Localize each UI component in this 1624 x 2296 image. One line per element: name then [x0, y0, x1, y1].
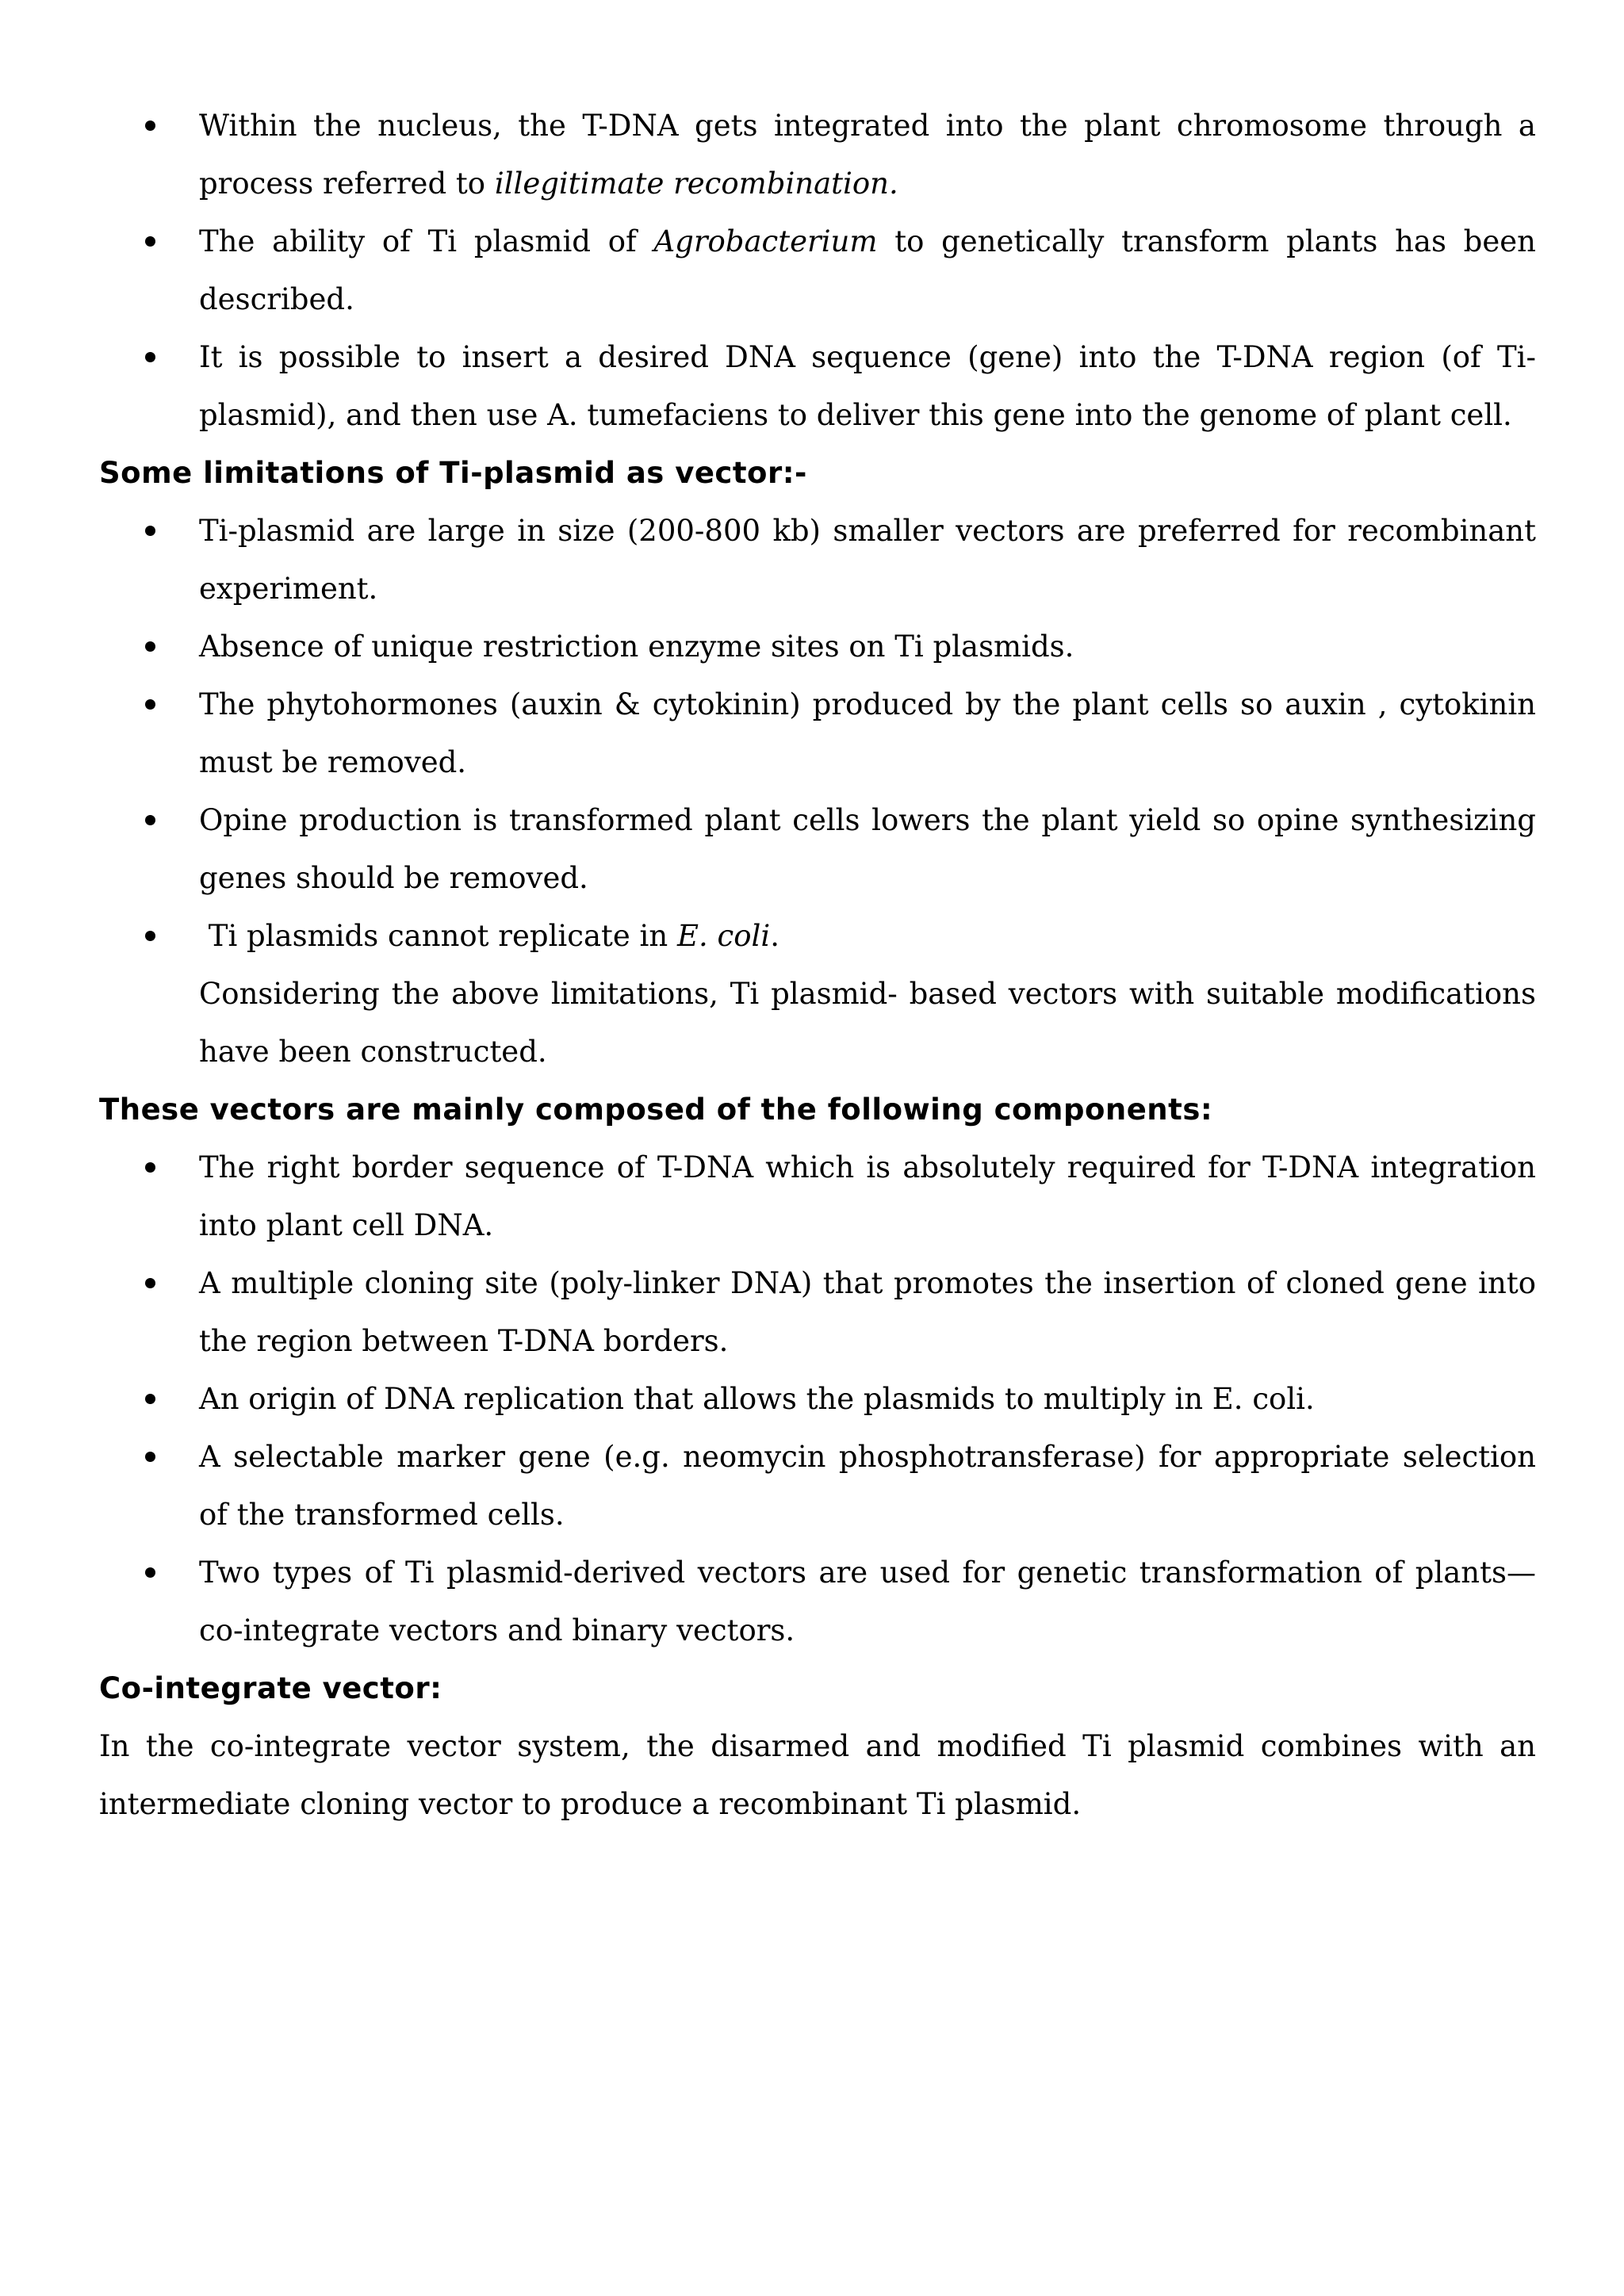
- list-item-text: A multiple cloning site (poly-linker DNA) that promotes the insertion of cloned gene into the region between T-DNA borders.: [199, 1266, 1536, 1358]
- bullet-icon: [145, 1452, 155, 1462]
- list-item: [199, 328, 1536, 444]
- list-item: [199, 1544, 1536, 1659]
- list-item-text: The phytohormones (auxin & cytokinin) produced by the plant cells so auxin , cytokinin must be removed.: [199, 687, 1536, 779]
- list-item: [199, 212, 1536, 328]
- document-page: [99, 97, 1536, 1833]
- limitations-note: Considering the above limitations, Ti plasmid- based vectors with suitable modifications have been constructed.: [199, 977, 1536, 1069]
- list-item: [199, 675, 1536, 791]
- list-item: [199, 502, 1536, 618]
- list-item: [199, 1138, 1536, 1254]
- list-item: [199, 618, 1536, 675]
- list-item: [199, 97, 1536, 212]
- list-item-text: Opine production is transformed plant cells lowers the plant yield so opine synthesizing genes should be removed.: [199, 803, 1536, 895]
- bullet-icon: [145, 699, 155, 710]
- list-item-text: Ti-plasmid are large in size (200-800 kb) smaller vectors are preferred for recombinant experiment.: [199, 514, 1536, 606]
- intro-bullet-list: [99, 97, 1536, 444]
- bullet-icon: [145, 526, 155, 536]
- list-item-text: The ability of Ti plasmid of Agrobacterium to genetically transform plants has been described.: [199, 224, 1536, 316]
- list-item: [199, 1370, 1536, 1428]
- list-item-text: Within the nucleus, the T-DNA gets integrated into the plant chromosome through a process referred to illegitimate recombination.: [199, 109, 1536, 201]
- list-item-text: Ti plasmids cannot replicate in E. coli.: [199, 919, 779, 953]
- bullet-icon: [145, 641, 155, 652]
- components-list: [99, 1138, 1536, 1659]
- cointegrate-paragraph: In the co-integrate vector system, the disarmed and modified Ti plasmid combines with an intermediate cloning vector to produce a recombinant Ti plasmid.: [99, 1729, 1536, 1821]
- list-item-text: A selectable marker gene (e.g. neomycin phosphotransferase) for appropriate selection of the transformed cells.: [199, 1440, 1536, 1532]
- bullet-icon: [145, 1278, 155, 1288]
- bullet-icon: [145, 815, 155, 825]
- bullet-icon: [145, 1567, 155, 1578]
- bullet-icon: [145, 931, 155, 941]
- bullet-icon: [145, 1162, 155, 1173]
- list-item-text: It is possible to insert a desired DNA sequence (gene) into the T-DNA region (of Ti-plasmid), and then use A. tumefaciens to deliver this gene into the genome of plant cell.: [199, 340, 1536, 432]
- bullet-icon: [145, 352, 155, 362]
- bullet-icon: [145, 121, 155, 131]
- limitations-heading: Some limitations of Ti-plasmid as vector:-: [99, 456, 807, 490]
- limitations-list: [99, 502, 1536, 965]
- list-item-text: Two types of Ti plasmid-derived vectors are used for genetic transformation of plants— co-integrate vectors and binary vectors.: [199, 1556, 1536, 1647]
- bullet-icon: [145, 236, 155, 247]
- list-item-text: An origin of DNA replication that allows the plasmids to multiply in E. coli.: [199, 1382, 1315, 1416]
- list-item: [199, 791, 1536, 907]
- list-item-text: Absence of unique restriction enzyme sites on Ti plasmids.: [199, 629, 1074, 664]
- list-item-text: The right border sequence of T-DNA which is absolutely required for T-DNA integration into plant cell DNA.: [199, 1150, 1536, 1242]
- bullet-icon: [145, 1394, 155, 1404]
- cointegrate-heading: Co-integrate vector:: [99, 1671, 442, 1705]
- components-heading: These vectors are mainly composed of the following components:: [99, 1093, 1213, 1127]
- list-item: [199, 907, 1536, 965]
- list-item: [199, 1428, 1536, 1544]
- list-item: [199, 1254, 1536, 1370]
